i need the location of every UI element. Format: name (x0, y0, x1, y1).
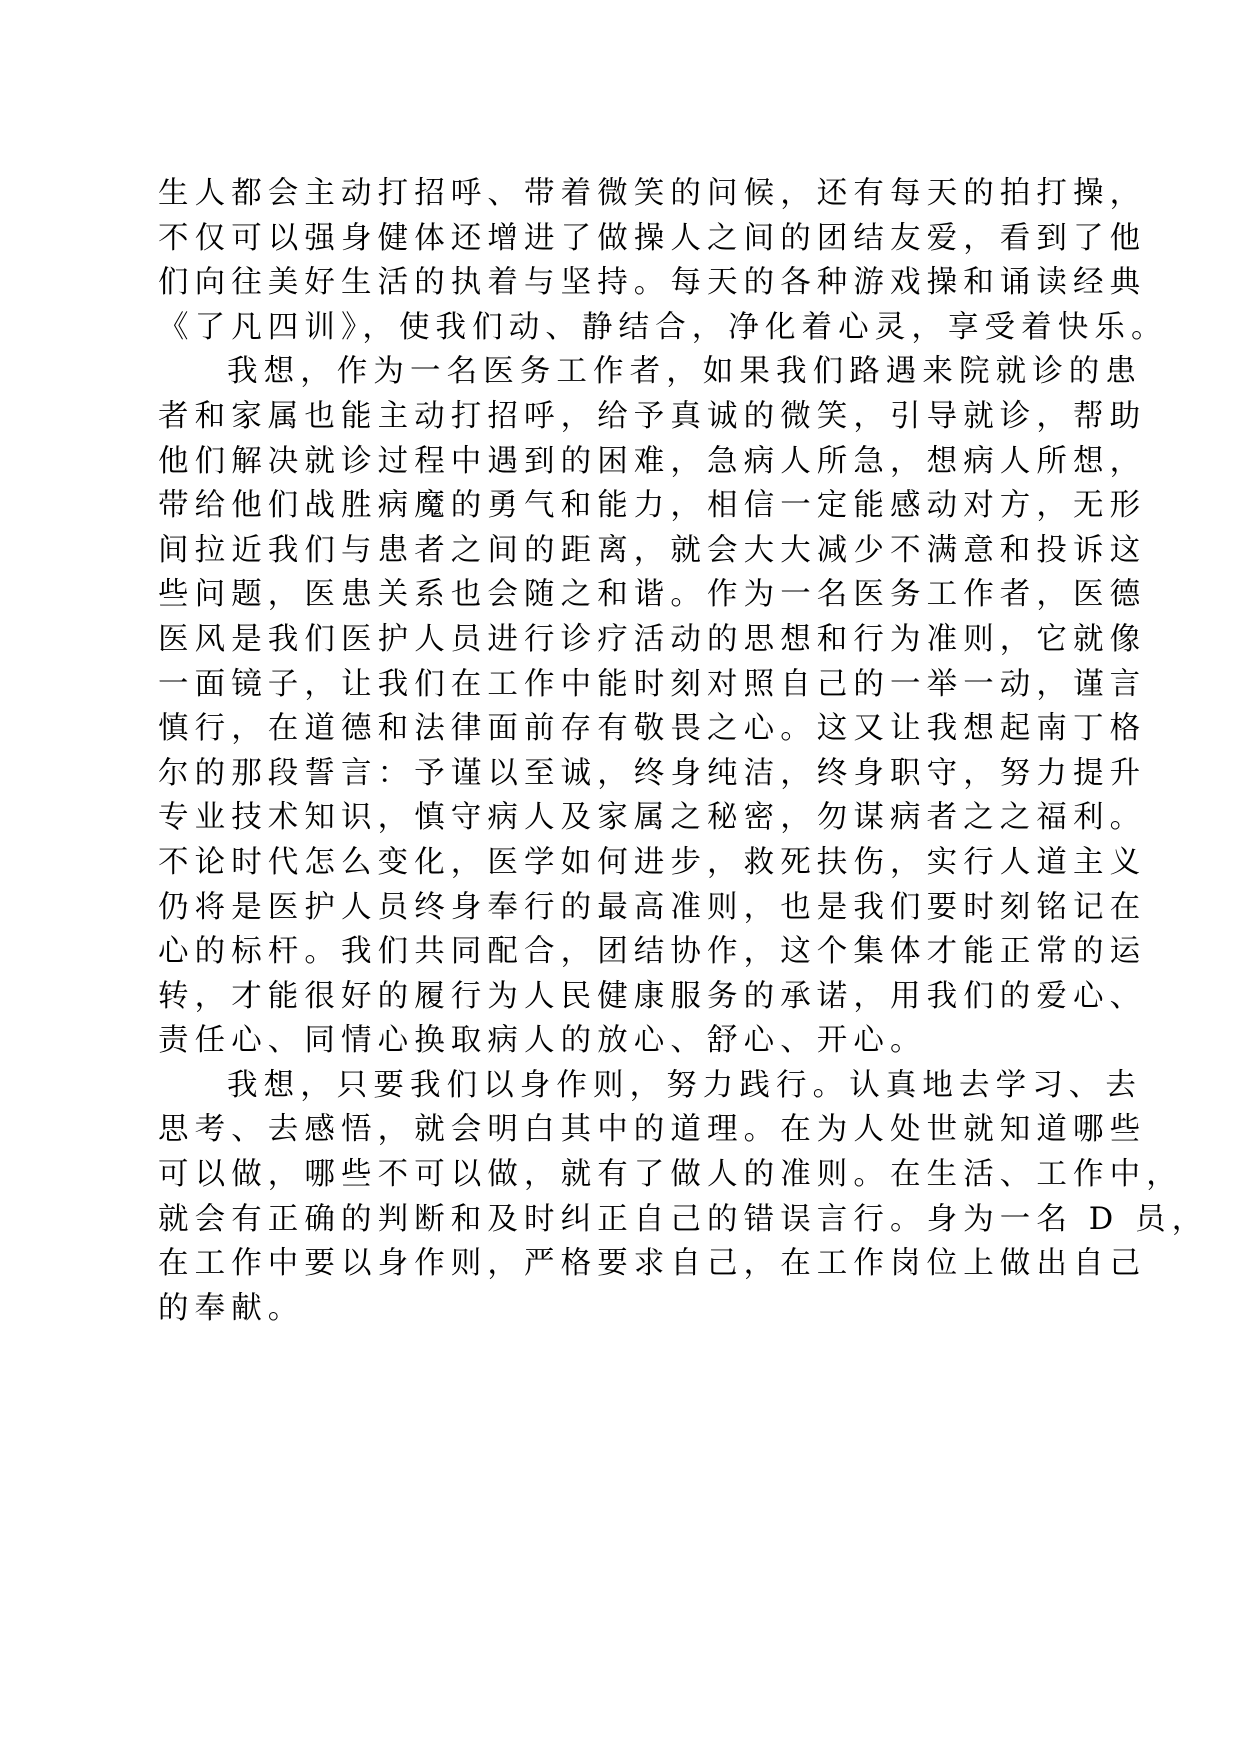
text-line: 的奉献。 (158, 1290, 305, 1326)
text-line: 可以做，哪些不可以做，就有了做人的准则。在生活、工作中， (158, 1157, 1183, 1193)
text-line: 医风是我们医护人员进行诊疗活动的思想和行为准则，它就像 (158, 621, 1147, 657)
text-line: 就会有正确的判断和及时纠正自己的错误言行。身为一名 D 员， (158, 1201, 1209, 1237)
text-line: 间拉近我们与患者之间的距离，就会大大减少不满意和投诉这 (158, 532, 1147, 568)
text-line: 仍将是医护人员终身奉行的最高准则，也是我们要时刻铭记在 (158, 889, 1147, 925)
text-line: 在工作中要以身作则，严格要求自己，在工作岗位上做出自己 (158, 1246, 1147, 1282)
paragraph-first-line: 我想，作为一名医务工作者，如果我们路遇来院就诊的患 (227, 354, 1142, 390)
text-line: 者和家属也能主动打招呼，给予真诚的微笑，引导就诊，帮助 (158, 398, 1147, 434)
text-line: 尔的那段誓言：予谨以至诚，终身纯洁，终身职守，努力提升 (158, 755, 1147, 791)
text-line: 一面镜子，让我们在工作中能时刻对照自己的一举一动，谨言 (158, 666, 1147, 702)
text-line: 不论时代怎么变化，医学如何进步，救死扶伤，实行人道主义 (158, 844, 1147, 880)
body-text (158, 172, 1209, 1331)
text-line: 生人都会主动打招呼、带着微笑的问候，还有每天的拍打操， (158, 176, 1147, 211)
text-line: 他们解决就诊过程中遇到的困难，急病人所急，想病人所想， (158, 443, 1147, 479)
text-line: 不仅可以强身健体还增进了做操人之间的团结友爱，看到了他 (158, 220, 1147, 256)
paragraph-first-line: 我想，只要我们以身作则，努力践行。认真地去学习、去 (227, 1067, 1142, 1103)
text-line: 们向往美好生活的执着与坚持。每天的各种游戏操和诵读经典 (158, 265, 1147, 301)
text-line: 慎行，在道德和法律面前存有敬畏之心。这又让我想起南丁格 (158, 711, 1147, 747)
text-line: 《了凡四训》，使我们动、静结合，净化着心灵，享受着快乐。 (158, 309, 1168, 345)
text-line: 思考、去感悟，就会明白其中的道理。在为人处世就知道哪些 (158, 1112, 1147, 1148)
text-line: 带给他们战胜病魔的勇气和能力，相信一定能感动对方，无形 (158, 488, 1147, 524)
text-line: 专业技术知识，慎守病人及家属之秘密，勿谋病者之之福利。 (158, 800, 1147, 836)
text-line: 转，才能很好的履行为人民健康服务的承诺，用我们的爱心、 (158, 978, 1147, 1014)
text-line: 心的标杆。我们共同配合，团结协作，这个集体才能正常的运 (158, 934, 1147, 970)
text-line: 些问题，医患关系也会随之和谐。作为一名医务工作者，医德 (158, 577, 1147, 613)
text-line: 责任心、同情心换取病人的放心、舒心、开心。 (158, 1023, 927, 1059)
